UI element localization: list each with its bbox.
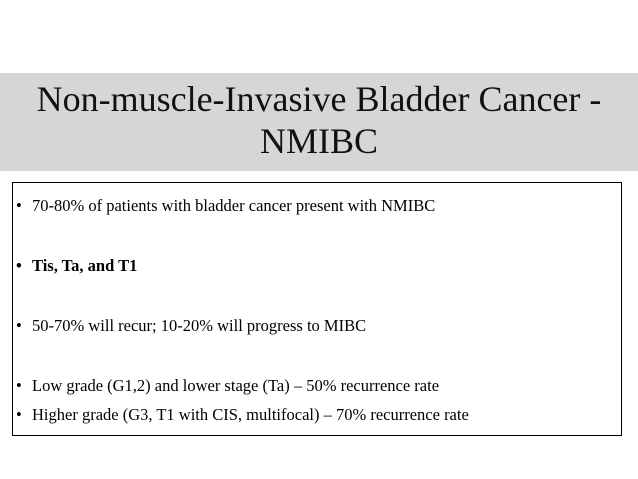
bullet-item-4 <box>16 376 439 396</box>
slide-title <box>0 78 638 162</box>
bullet-list-box <box>12 182 622 436</box>
title-line-2: NMIBC <box>259 121 379 161</box>
bullet-text-2: Tis, Ta, and T1 <box>32 256 138 275</box>
bullet-text-3: 50-70% will recur; 10-20% will progress to MIBC <box>32 316 367 335</box>
bullet-text-1: 70-80% of patients with bladder cancer present with NMIBC <box>32 196 436 215</box>
bullet-text-5: Higher grade (G3, T1 with CIS, multifocal) – 70% recurrence rate <box>32 405 469 424</box>
bullet-item-3 <box>16 316 366 336</box>
bullet-dot-3: • <box>16 316 22 335</box>
title-line-1: Non-muscle-Invasive Bladder Cancer - <box>36 79 602 119</box>
bullet-item-1 <box>16 196 435 216</box>
bullet-dot-5: • <box>16 405 22 424</box>
bullet-item-5 <box>16 405 469 425</box>
bullet-dot-4: • <box>16 376 22 395</box>
bullet-text-4: Low grade (G1,2) and lower stage (Ta) – 50% recurrence rate <box>32 376 440 395</box>
bullet-item-2 <box>16 256 137 276</box>
bullet-dot-1: • <box>16 196 22 215</box>
bullet-dot-2: • <box>16 256 22 275</box>
